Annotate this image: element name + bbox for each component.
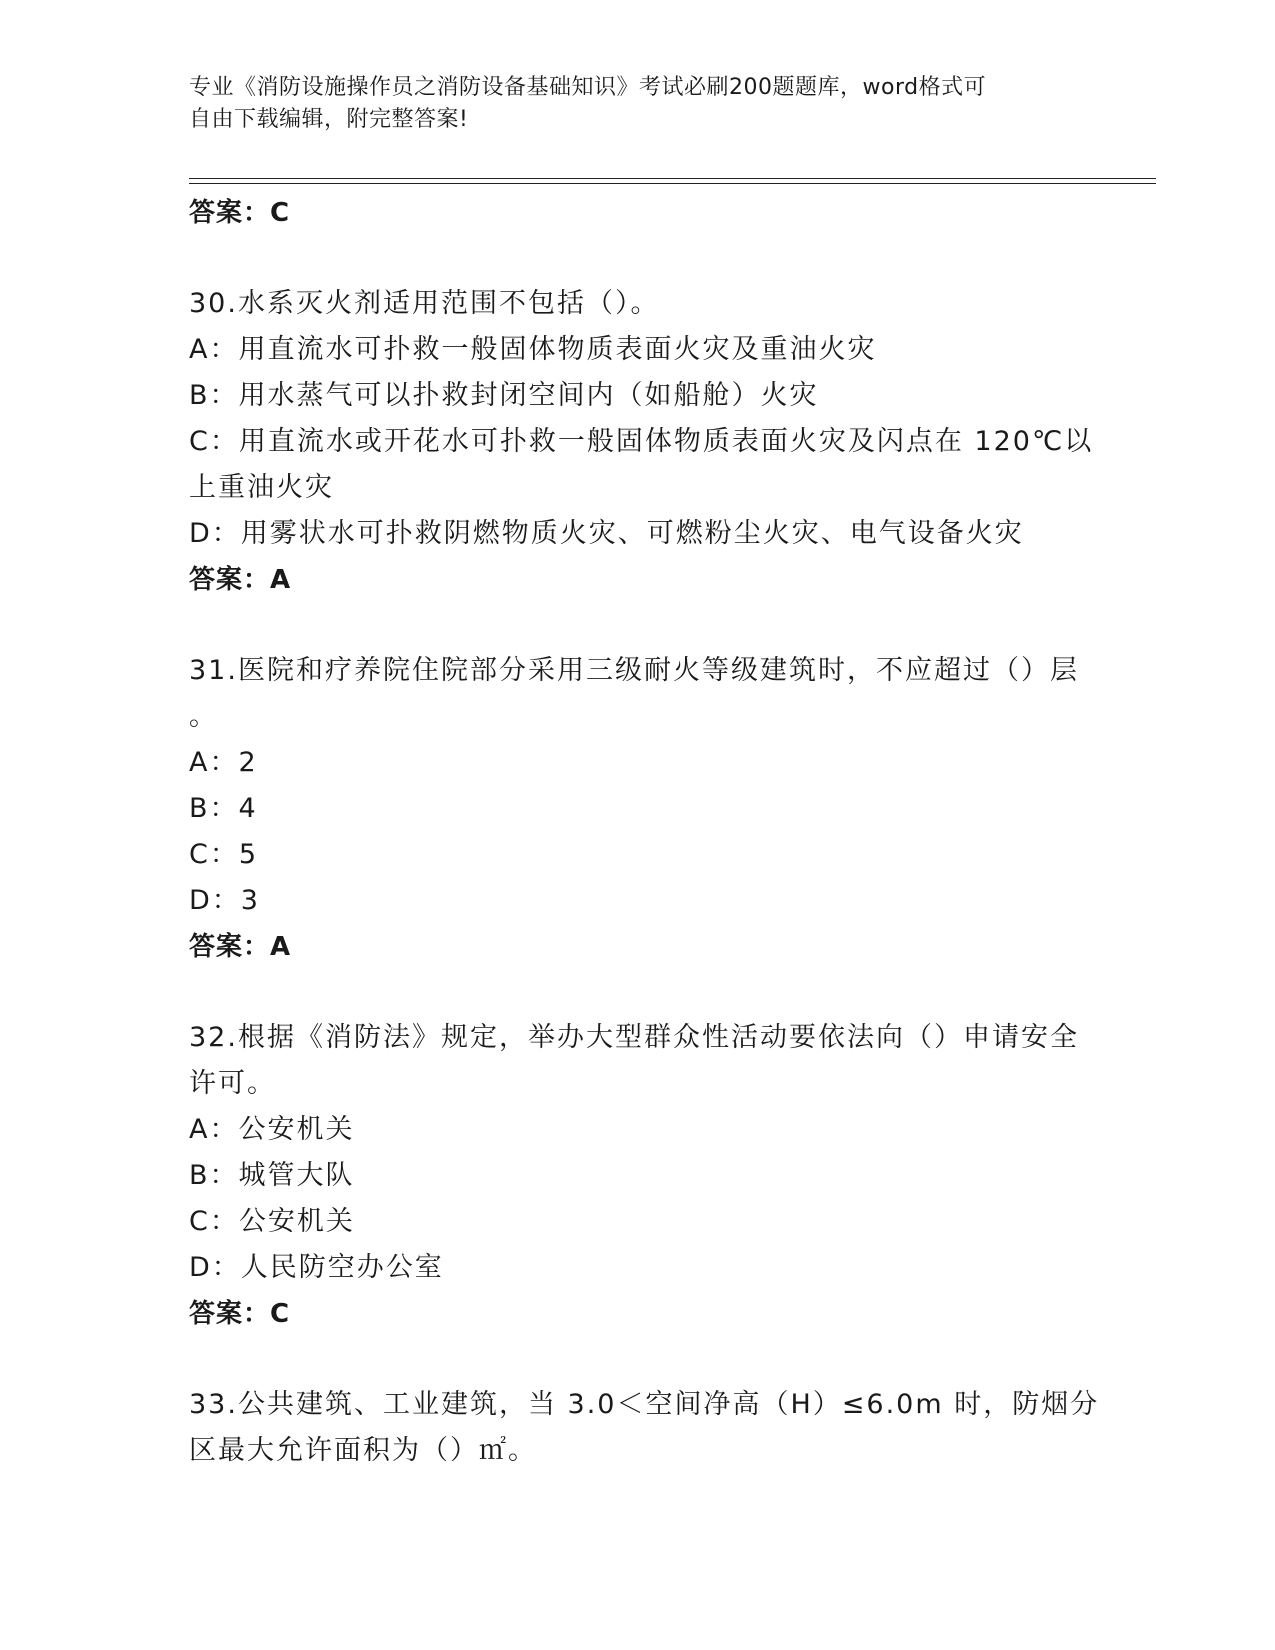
option-c: C：用直流水或开花水可扑救一般固体物质表面火灾及闪点在 120℃以 [189, 426, 1094, 457]
question-31 [189, 648, 1089, 970]
question-text-continued: 。 [189, 701, 218, 732]
option-b: B：4 [189, 793, 258, 824]
option-d: D：3 [189, 885, 260, 916]
option-b: B：用水蒸气可以扑救封闭空间内（如船舱）火灾 [189, 380, 819, 411]
answer-prev: 答案：C [189, 198, 291, 228]
header-line-1: 专业《消防设施操作员之消防设备基础知识》考试必刷200题题库，word格式可 [189, 75, 987, 100]
question-text: 33.公共建筑、工业建筑，当 3.0＜空间净高（H）≤6.0m 时，防烟分 [189, 1389, 1100, 1420]
option-a: A：2 [189, 747, 258, 778]
document-header [189, 72, 1089, 136]
answer: 答案：A [189, 932, 292, 962]
header-divider-top [189, 178, 1156, 179]
option-c: C：公安机关 [189, 1206, 355, 1237]
question-list [189, 190, 1100, 1474]
question-text: 31.医院和疗养院住院部分采用三级耐火等级建筑时，不应超过（）层 [189, 655, 1079, 686]
option-d: D：人民防空办公室 [189, 1252, 444, 1283]
question-30 [189, 281, 1094, 603]
option-b: B：城管大队 [189, 1160, 355, 1191]
question-text-continued: 许可。 [189, 1068, 276, 1099]
question-text: 32.根据《消防法》规定，举办大型群众性活动要依法向（）申请安全 [189, 1022, 1079, 1053]
header-divider-bottom [189, 183, 1156, 184]
option-d: D：用雾状水可扑救阴燃物质火灾、可燃粉尘火灾、电气设备火灾 [189, 518, 1024, 549]
question-33 [189, 1382, 1100, 1474]
option-a: A：公安机关 [189, 1114, 355, 1145]
question-text-continued: 区最大允许面积为（）㎡。 [189, 1435, 537, 1466]
answer: 答案：C [189, 1299, 291, 1329]
question-text: 30.水系灭火剂适用范围不包括（）。 [189, 288, 660, 319]
header-line-2: 自由下载编辑，附完整答案! [189, 107, 469, 132]
option-c-continued: 上重油火灾 [189, 472, 334, 503]
answer: 答案：A [189, 565, 292, 595]
option-c: C：5 [189, 839, 259, 870]
question-32 [189, 1015, 1089, 1337]
option-a: A：用直流水可扑救一般固体物质表面火灾及重油火灾 [189, 334, 877, 365]
